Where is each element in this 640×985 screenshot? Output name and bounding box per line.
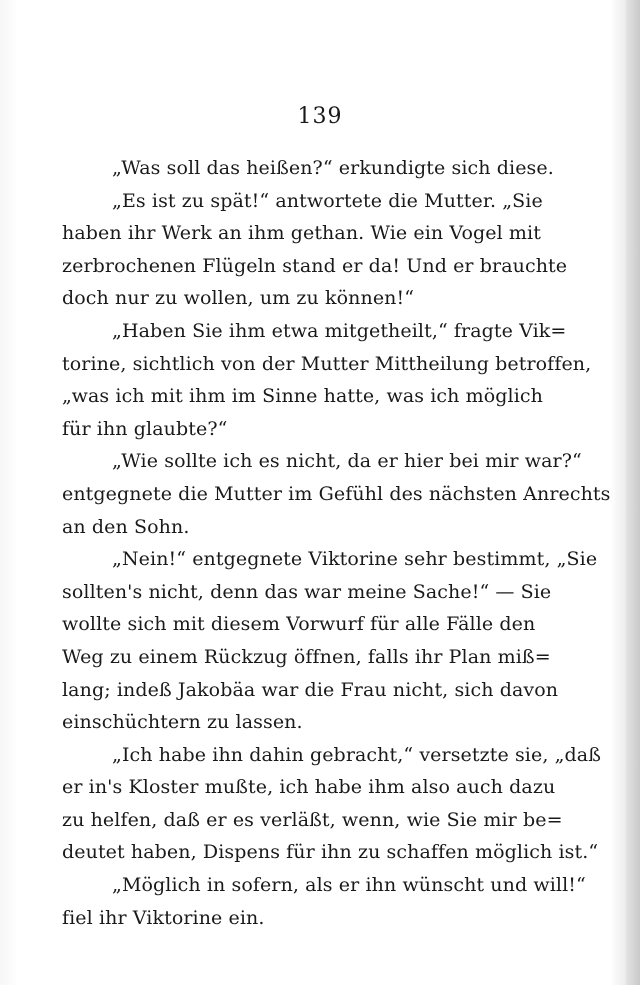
text-line: wollte sich mit diesem Vorwurf für alle Fälle den <box>62 613 536 636</box>
text-line: einschüchtern zu lassen. <box>62 711 303 734</box>
text-line: lang; indeß Jakobäa war die Frau nicht, sich davon <box>62 678 559 701</box>
text-line: sollten's nicht, denn das war meine Sache!“ — Sie <box>62 580 552 603</box>
page-edge-shadow <box>626 0 640 985</box>
text-line: an den Sohn. <box>62 515 190 538</box>
text-line: „Haben Sie ihm etwa mitgetheilt,“ fragte Vik= <box>112 319 567 342</box>
page-number: 139 <box>297 104 343 129</box>
text-line: fiel ihr Viktorine ein. <box>62 906 265 929</box>
text-line: torine, sichtlich von der Mutter Mittheilung betroffen, <box>62 352 592 375</box>
text-line: „Es ist zu spät!“ antwortete die Mutter. „Sie <box>112 189 543 212</box>
text-line: „Was soll das heißen?“ erkundigte sich diese. <box>112 157 554 179</box>
text-line: für ihn glaubte?“ <box>62 417 228 440</box>
text-line: entgegnete die Mutter im Gefühl des nächsten Anrechts <box>62 482 611 505</box>
text-line: zu helfen, daß er es verläßt, wenn, wie Sie mir be= <box>62 808 563 831</box>
text-line: „Möglich in sofern, als er ihn wünscht und will!“ <box>112 874 586 897</box>
text-line: er in's Kloster mußte, ich habe ihm also auch dazu <box>62 776 556 799</box>
text-line: „Ich habe ihn dahin gebracht,“ versetzte sie, „daß <box>112 743 602 766</box>
text-line: „Wie sollte ich es nicht, da er hier bei mir war?“ <box>112 450 582 473</box>
text-line: „was ich mit ihm im Sinne hatte, was ich möglich <box>62 385 543 408</box>
text-line: zerbrochenen Flügeln stand er da! Und er brauchte <box>62 254 568 277</box>
text-line: haben ihr Werk an ihm gethan. Wie ein Vogel mit <box>62 222 541 245</box>
text-line: doch nur zu wollen, um zu können!“ <box>62 287 415 310</box>
text-line: „Nein!“ entgegnete Viktorine sehr bestimmt, „Sie <box>112 548 598 571</box>
body-text <box>62 152 611 934</box>
text-line: deutet haben, Dispens für ihn zu schaffen möglich ist.“ <box>62 841 599 864</box>
text-line: Weg zu einem Rückzug öffnen, falls ihr Plan miß= <box>62 645 551 668</box>
